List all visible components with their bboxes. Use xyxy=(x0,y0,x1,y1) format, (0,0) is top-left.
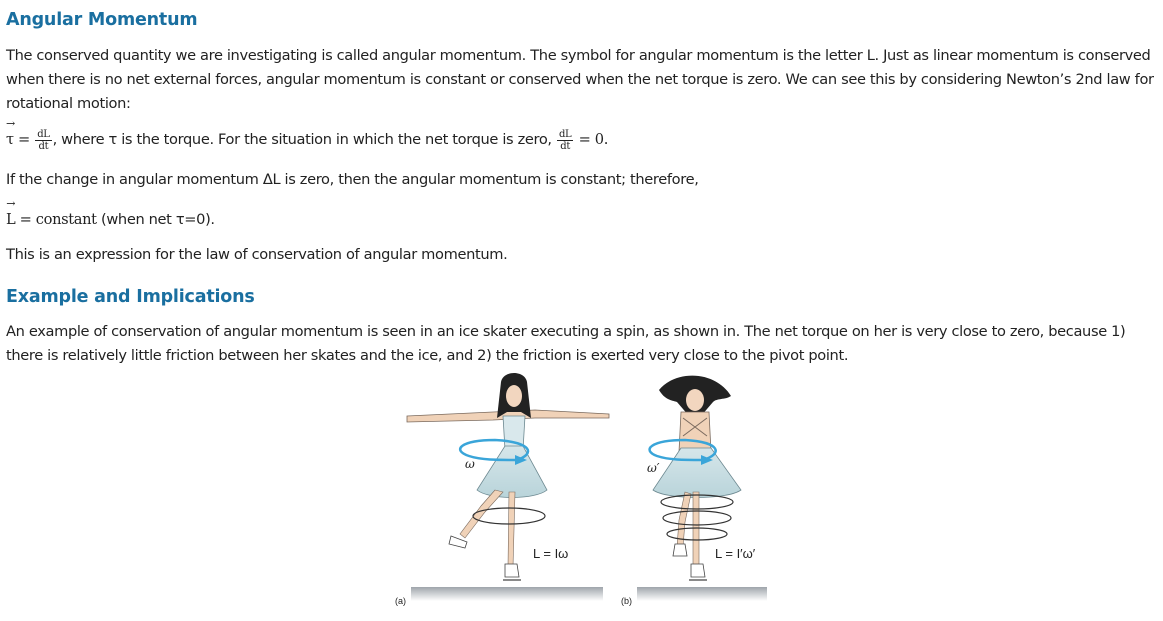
net-torque-note: (when net τ=0). xyxy=(100,211,215,228)
dL-dt-fraction-2: $\frac{dL}{dt}$ xyxy=(559,128,572,152)
panel-label-b: (b) xyxy=(621,596,632,606)
dL-dt-fraction: $\frac{dL}{dt}$ xyxy=(37,128,50,152)
standing-leg-a xyxy=(508,492,515,567)
raised-leg-a xyxy=(460,490,503,538)
face-a xyxy=(506,385,522,407)
ice-surface-b xyxy=(637,587,767,601)
equals-zero: = 0. xyxy=(578,131,609,148)
face-b xyxy=(686,389,704,411)
torque-definition-text: , where τ is the torque. For the situation in which the net torque is zero, xyxy=(52,131,552,148)
change-paragraph: If the change in angular momentum ΔL is zero, then the angular momentum is constant; therefore, xyxy=(6,171,699,188)
constant-expression: = constant xyxy=(19,211,97,228)
omega-label-a: ω xyxy=(465,457,475,471)
section-heading-example: Example and Implications xyxy=(6,287,255,307)
section-heading-angular-momentum: Angular Momentum xyxy=(6,10,198,30)
equals-sign: = xyxy=(18,131,30,148)
ice-surface-a xyxy=(411,587,603,601)
ice-skater-figure xyxy=(385,372,785,617)
intro-paragraph: The conserved quantity we are investigating is called angular momentum. The symbol for angular momentum is the letter L. Just as linear momentum is conserved when there is no net external forces, angular momentum is constant or conserved when the net torque is zero. We can see this by considering Newton’s 2nd law for rotational motion: xyxy=(6,47,1154,112)
boot-b xyxy=(691,564,705,577)
formula-label-b: L = I′ω′ xyxy=(715,546,756,561)
skater-a xyxy=(395,373,609,606)
conservation-equation-line xyxy=(6,197,215,232)
conclusion-paragraph: This is an expression for the law of conservation of angular momentum. xyxy=(6,246,508,263)
skater-b xyxy=(621,376,767,606)
boot-a xyxy=(505,564,519,577)
formula-label-a: L = Iω xyxy=(533,546,569,561)
skirt-b xyxy=(653,448,741,498)
example-paragraph: An example of conservation of angular momentum is seen in an ice skater executing a spin, as shown in. The net torque on her is very close to zero, because 1) there is relatively little friction between her skates and the ice, and 2) the friction is exerted very close to the pivot point. xyxy=(6,323,1126,364)
ice-skater-illustration xyxy=(385,372,785,617)
torque-vector-symbol: → τ xyxy=(6,117,15,148)
standing-leg-b xyxy=(693,492,699,567)
L-vector-symbol: → L xyxy=(6,197,16,228)
torque-equation-line xyxy=(6,117,609,152)
omega-label-b: ω′ xyxy=(647,461,660,475)
skirt-a xyxy=(477,446,547,498)
panel-label-a: (a) xyxy=(395,596,406,606)
